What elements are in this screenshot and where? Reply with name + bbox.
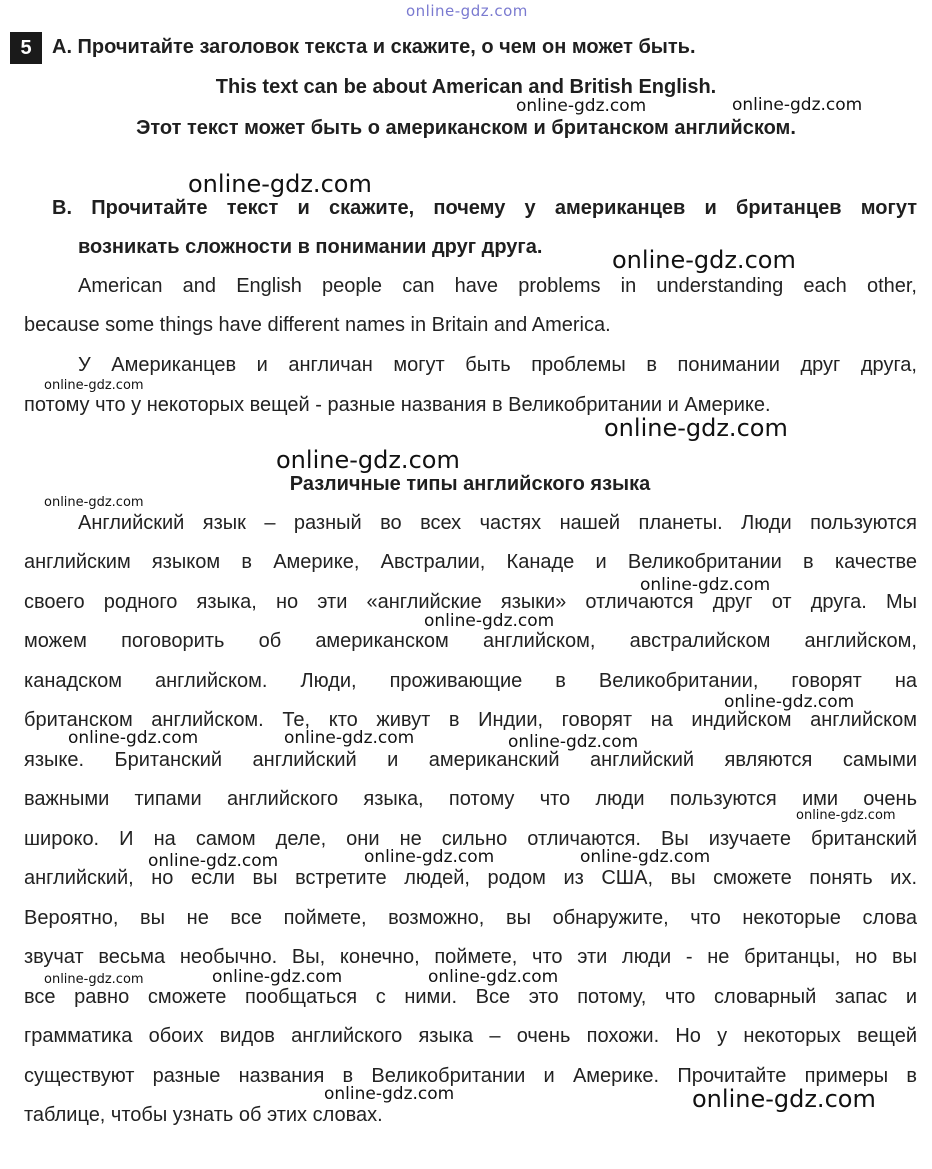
- paragraph-line: можем поговорить об американском английском, австралийском английском,: [24, 630, 917, 652]
- paragraph-line: звучат весьма необычно. Вы, конечно, поймете, что эти люди - не британцы, но вы: [24, 946, 917, 968]
- paragraph-line: существуют разные названия в Великобритании и Америке. Прочитайте примеры в: [24, 1065, 917, 1087]
- watermark: online-gdz.com: [604, 414, 788, 442]
- paragraph-line: грамматика обоих видов английского языка – очень похожи. Но у некоторых вещей: [24, 1025, 917, 1047]
- watermark: online-gdz.com: [44, 972, 144, 987]
- watermark: online-gdz.com: [516, 96, 647, 116]
- exercise-number-badge: 5: [10, 32, 42, 64]
- watermark: online-gdz.com: [276, 446, 460, 474]
- watermark: online-gdz.com: [692, 1085, 876, 1113]
- watermark: online-gdz.com: [284, 728, 415, 748]
- paragraph-line: языке. Британский английский и американский английский являются самыми: [24, 749, 917, 771]
- task-b-prompt-line1: B. Прочитайте текст и скажите, почему у американцев и британцев могут: [52, 197, 917, 219]
- paragraph-line: все равно сможете пообщаться с ними. Все это потому, что словарный запас и: [24, 986, 917, 1008]
- paragraph-line: канадском английском. Люди, проживающие в Великобритании, говорят на: [24, 670, 917, 692]
- watermark: online-gdz.com: [580, 847, 711, 867]
- section-title: Различные типы английского языка: [289, 473, 651, 495]
- watermark: online-gdz.com: [68, 728, 199, 748]
- watermark: online-gdz.com: [148, 851, 279, 871]
- task-b-prompt-line2: возникать сложности в понимании друг друга.: [78, 236, 543, 258]
- task-a-answer-ru: Этот текст может быть о американском и британском английском.: [136, 117, 796, 139]
- watermark: online-gdz.com: [732, 95, 863, 115]
- paragraph-line: важными типами английского языка, потому что люди пользуются ими очень: [24, 788, 917, 810]
- watermark: online-gdz.com: [640, 575, 771, 595]
- paragraph-line: таблице, чтобы узнать об этих словах.: [24, 1104, 383, 1126]
- answer-en-line: American and English people can have problems in understanding each other,: [78, 275, 917, 297]
- watermark: online-gdz.com: [724, 692, 855, 712]
- watermark: online-gdz.com: [428, 967, 559, 987]
- paragraph-line: британском английском. Те, кто живут в Индии, говорят на индийском английском: [24, 709, 917, 731]
- paragraph-line: Английский язык – разный во всех частях нашей планеты. Люди пользуются: [78, 512, 917, 534]
- watermark: online-gdz.com: [424, 611, 555, 631]
- answer-ru-line: У Американцев и англичан могут быть проблемы в понимании друг друга,: [78, 354, 917, 376]
- task-a-prompt: A. Прочитайте заголовок текста и скажите, о чем он может быть.: [52, 36, 696, 58]
- watermark: online-gdz.com: [508, 732, 639, 752]
- watermark: online-gdz.com: [44, 495, 144, 510]
- watermark: online-gdz.com: [188, 170, 372, 198]
- answer-en-line: because some things have different names in Britain and America.: [24, 314, 611, 336]
- watermark: online-gdz.com: [406, 2, 528, 20]
- watermark: online-gdz.com: [212, 967, 343, 987]
- paragraph-line: Вероятно, вы не все поймете, возможно, вы обнаружите, что некоторые слова: [24, 907, 917, 929]
- watermark: online-gdz.com: [796, 808, 896, 823]
- answer-ru-line: потому что у некоторых вещей - разные названия в Великобритании и Америке.: [24, 394, 771, 416]
- task-a-answer-en: This text can be about American and British English.: [215, 76, 717, 98]
- paragraph-line: английский, но если вы встретите людей, родом из США, вы сможете понять их.: [24, 867, 917, 889]
- watermark: online-gdz.com: [364, 847, 495, 867]
- watermark: online-gdz.com: [44, 378, 144, 393]
- watermark: online-gdz.com: [612, 246, 796, 274]
- paragraph-line: своего родного языка, но эти «английские языки» отличаются друг от друга. Мы: [24, 591, 917, 613]
- paragraph-line: широко. И на самом деле, они не сильно отличаются. Вы изучаете британский: [24, 828, 917, 850]
- paragraph-line: английским языком в Америке, Австралии, Канаде и Великобритании в качестве: [24, 551, 917, 573]
- watermark: online-gdz.com: [324, 1084, 455, 1104]
